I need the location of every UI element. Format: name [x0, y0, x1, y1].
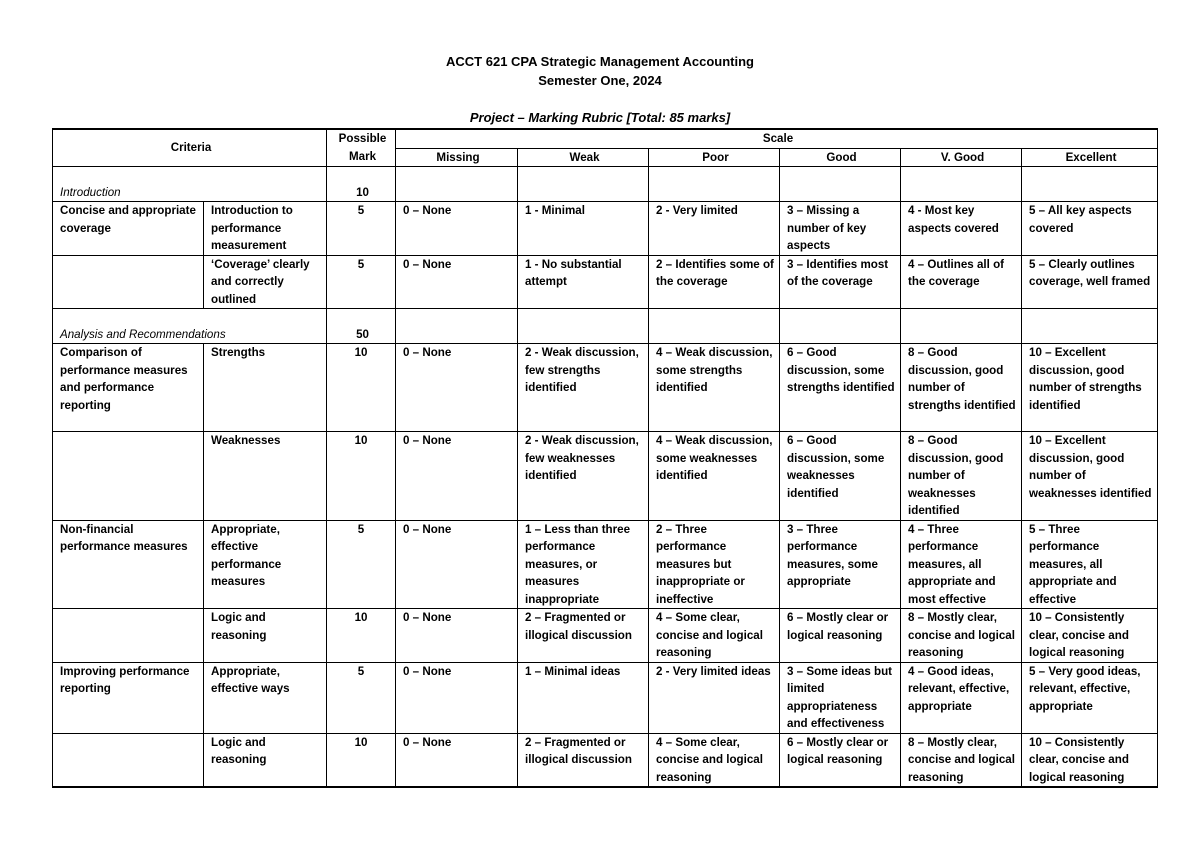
scale-cell-good: 6 – Mostly clear or logical reasoning: [780, 609, 901, 663]
scale-cell-v-good: 4 – Three performance measures, all appropriate and most effective: [901, 520, 1022, 609]
mark-header: Mark: [327, 148, 396, 167]
possible-mark-cell: 5: [327, 520, 396, 609]
section-name: Introduction: [53, 167, 327, 202]
scale-cell-good: 6 – Good discussion, some strengths identified: [780, 344, 901, 432]
sub-criterion-cell: Appropriate, effective ways: [204, 662, 327, 733]
empty-cell: [780, 309, 901, 344]
marking-rubric-table: [52, 128, 1158, 788]
sub-criterion-cell: ‘Coverage’ clearly and correctly outlined: [204, 255, 327, 309]
scale-cell-missing: 0 – None: [396, 662, 518, 733]
criterion-cell: Improving performance reporting: [53, 662, 204, 733]
scale-cell-v-good: 8 – Good discussion, good number of weaknesses identified: [901, 432, 1022, 521]
sub-criterion-cell: Weaknesses: [204, 432, 327, 521]
empty-cell: [518, 309, 649, 344]
scale-cell-poor: 4 – Weak discussion, some strengths identified: [649, 344, 780, 432]
scale-cell-poor: 4 – Weak discussion, some weaknesses identified: [649, 432, 780, 521]
semester-label: Semester One, 2024: [538, 73, 662, 88]
scale-cell-poor: 2 - Very limited ideas: [649, 662, 780, 733]
empty-cell: [649, 309, 780, 344]
scale-cell-missing: 0 – None: [396, 733, 518, 787]
scale-cell-excellent: 5 – Very good ideas, relevant, effective, appropriate: [1022, 662, 1158, 733]
scale-cell-excellent: 5 – Three performance measures, all appropriate and effective: [1022, 520, 1158, 609]
scale-cell-excellent: 5 – Clearly outlines coverage, well framed: [1022, 255, 1158, 309]
scale-cell-poor: 2 – Three performance measures but inappropriate or ineffective: [649, 520, 780, 609]
scale-cell-excellent: 10 – Consistently clear, concise and logical reasoning: [1022, 609, 1158, 663]
table-row: [53, 202, 1158, 256]
scale-header: Scale: [396, 129, 1158, 148]
scale-cell-missing: 0 – None: [396, 202, 518, 256]
scale-cell-good: 3 – Some ideas but limited appropriateness and effectiveness: [780, 662, 901, 733]
scale-cell-v-good: 4 – Good ideas, relevant, effective, appropriate: [901, 662, 1022, 733]
table-row: [53, 344, 1158, 432]
scale-cell-excellent: 10 – Consistently clear, concise and logical reasoning: [1022, 733, 1158, 787]
sub-criterion-cell: Introduction to performance measurement: [204, 202, 327, 256]
criteria-header: Criteria: [53, 129, 327, 167]
sub-criterion-cell: Appropriate, effective performance measures: [204, 520, 327, 609]
possible-mark-cell: 5: [327, 202, 396, 256]
empty-cell: [518, 167, 649, 202]
rubric-subtitle: Project – Marking Rubric [Total: 85 marks]: [469, 110, 731, 125]
scale-cell-missing: 0 – None: [396, 609, 518, 663]
scale-cell-poor: 2 – Identifies some of the coverage: [649, 255, 780, 309]
scale-cell-weak: 1 - Minimal: [518, 202, 649, 256]
empty-cell: [901, 167, 1022, 202]
section-mark: 10: [327, 167, 396, 202]
possible-header: Possible: [327, 129, 396, 148]
scale-cell-weak: 2 - Weak discussion, few weaknesses identified: [518, 432, 649, 521]
table-row: [53, 255, 1158, 309]
possible-mark-cell: 10: [327, 609, 396, 663]
scale-cell-good: 3 – Missing a number of key aspects: [780, 202, 901, 256]
scale-cell-good: 3 – Identifies most of the coverage: [780, 255, 901, 309]
scale-cell-excellent: 5 – All key aspects covered: [1022, 202, 1158, 256]
scale-level-excellent: Excellent: [1022, 148, 1158, 167]
possible-mark-cell: 10: [327, 733, 396, 787]
scale-cell-v-good: 8 – Mostly clear, concise and logical reasoning: [901, 733, 1022, 787]
scale-level-v-good: V. Good: [901, 148, 1022, 167]
table-row: [53, 609, 1158, 663]
scale-cell-missing: 0 – None: [396, 520, 518, 609]
section-row: [53, 309, 1158, 344]
scale-level-missing: Missing: [396, 148, 518, 167]
scale-cell-weak: 1 - No substantial attempt: [518, 255, 649, 309]
table-row: [53, 432, 1158, 521]
criterion-cell: [53, 609, 204, 663]
empty-cell: [780, 167, 901, 202]
empty-cell: [396, 167, 518, 202]
possible-mark-cell: 10: [327, 344, 396, 432]
scale-cell-missing: 0 – None: [396, 255, 518, 309]
scale-level-weak: Weak: [518, 148, 649, 167]
scale-level-good: Good: [780, 148, 901, 167]
scale-level-poor: Poor: [649, 148, 780, 167]
sub-criterion-cell: Strengths: [204, 344, 327, 432]
empty-cell: [1022, 309, 1158, 344]
scale-cell-weak: 1 – Minimal ideas: [518, 662, 649, 733]
table-header-row: [53, 129, 1158, 148]
scale-cell-excellent: 10 – Excellent discussion, good number of weaknesses identified: [1022, 432, 1158, 521]
scale-cell-v-good: 8 – Good discussion, good number of strengths identified: [901, 344, 1022, 432]
scale-cell-weak: 1 – Less than three performance measures, or measures inappropriate: [518, 520, 649, 609]
empty-cell: [1022, 167, 1158, 202]
possible-mark-cell: 5: [327, 662, 396, 733]
scale-cell-weak: 2 - Weak discussion, few strengths identified: [518, 344, 649, 432]
scale-cell-weak: 2 – Fragmented or illogical discussion: [518, 609, 649, 663]
scale-cell-good: 6 – Mostly clear or logical reasoning: [780, 733, 901, 787]
sub-criterion-cell: Logic and reasoning: [204, 609, 327, 663]
scale-cell-good: 3 – Three performance measures, some appropriate: [780, 520, 901, 609]
table-row: [53, 733, 1158, 787]
criterion-cell: [53, 255, 204, 309]
scale-cell-v-good: 4 – Outlines all of the coverage: [901, 255, 1022, 309]
scale-cell-poor: 2 - Very limited: [649, 202, 780, 256]
scale-cell-good: 6 – Good discussion, some weaknesses identified: [780, 432, 901, 521]
document-title: ACCT 621 CPA Strategic Management Accounting: [446, 54, 754, 69]
scale-cell-poor: 4 – Some clear, concise and logical reasoning: [649, 733, 780, 787]
possible-mark-cell: 5: [327, 255, 396, 309]
possible-mark-cell: 10: [327, 432, 396, 521]
scale-cell-poor: 4 – Some clear, concise and logical reasoning: [649, 609, 780, 663]
empty-cell: [901, 309, 1022, 344]
sub-criterion-cell: Logic and reasoning: [204, 733, 327, 787]
table-row: [53, 520, 1158, 609]
section-row: [53, 167, 1158, 202]
empty-cell: [396, 309, 518, 344]
scale-cell-missing: 0 – None: [396, 432, 518, 521]
scale-cell-missing: 0 – None: [396, 344, 518, 432]
scale-cell-excellent: 10 – Excellent discussion, good number of strengths identified: [1022, 344, 1158, 432]
criterion-cell: Non-financial performance measures: [53, 520, 204, 609]
criterion-cell: [53, 432, 204, 521]
section-name: Analysis and Recommendations: [53, 309, 327, 344]
scale-cell-weak: 2 – Fragmented or illogical discussion: [518, 733, 649, 787]
table-row: [53, 662, 1158, 733]
criterion-cell: Concise and appropriate coverage: [53, 202, 204, 256]
scale-cell-v-good: 4 - Most key aspects covered: [901, 202, 1022, 256]
section-mark: 50: [327, 309, 396, 344]
criterion-cell: [53, 733, 204, 787]
scale-cell-v-good: 8 – Mostly clear, concise and logical reasoning: [901, 609, 1022, 663]
empty-cell: [649, 167, 780, 202]
criterion-cell: Comparison of performance measures and performance reporting: [53, 344, 204, 432]
